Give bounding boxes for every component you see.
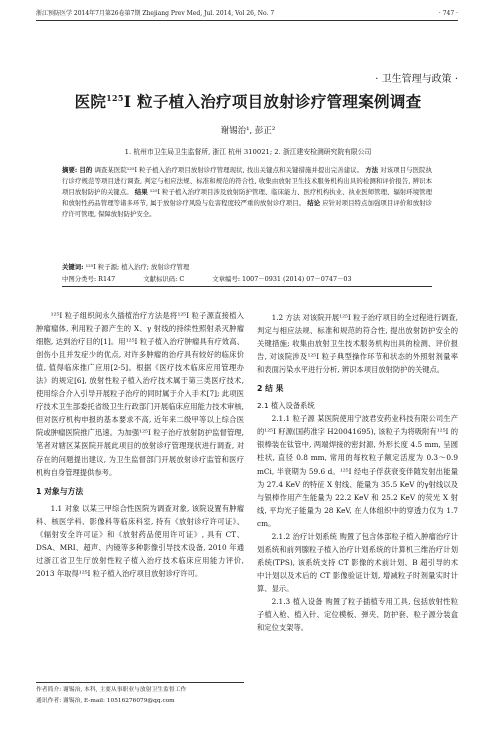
keywords xyxy=(62,262,432,273)
intro-paragraph: ¹²⁵I 粒子组织间永久插植治疗方法是将¹²⁵I 粒子源直接植入肿瘤瘤体, 利用粒子源产生的 X、γ 射线的持续性照射杀灭肿瘤细胞, 达到治疗目的[1]。用¹²⁵I 粒子植入治疗肿瘤具有疗效高、创伤小且并发症少的优点, 对许多肿瘤的治疗具有较好的临床价值, 值得临床推广应用[2-5]。根据《医疗技术临床应用管理办法》的规定[6], 放射性粒子植入治疗技术属于第三类医疗技术, 使用综合介入引导开展粒子治疗的同时属于介入手术[7]; 此项医疗技术卫生部委托省级卫生行政部门开展临床应用能力技术审核, 但对医疗机构申报的基本要求不高, 近年来二级甲等以上综合医院或肿瘤医院推广迅速。为加强¹²⁵I 粒子治疗放射防护监督管理, 笔者对辖区某医院开展此项目的放射诊疗管理现状进行调查, 对存在的问题提出建议, 为卫生监督部门开展放射诊疗监管和医疗机构自身管理提供参考。 xyxy=(36,311,244,477)
subsection-2-1-2: 2.1.2 治疗计划系统 购置了包含体部粒子植入肿瘤治疗计划系统和前列腺粒子植入治疗计划系统的计算机三维治疗计划系统(TPS), 该系统支持 CT 影像的术前计划、B 超引导的术中计划以及术后的 CT 影像验证计划, 增减粒子时剂量实时计算、显示。 xyxy=(257,531,458,593)
document-code: 文献标识码: C xyxy=(143,275,185,283)
method-text: 对该项目与医院执行诊疗规范等项目进行调查, 判定与相应法规、标准和规范的符合性, 收集由放射卫生技术服务机构出具的检测和评价报告, 辨识本项目放射防护的关键点。 xyxy=(62,166,432,196)
right-column xyxy=(257,311,458,634)
running-header xyxy=(36,8,458,21)
affiliations: 1. 杭州市卫生局卫生监督所, 浙江 杭州 310021; 2. 浙江建安检测研究院有限公司 xyxy=(124,148,372,156)
keywords-text: ¹²⁵I 粒子源; 植入治疗; 放射诊疗管理 xyxy=(85,263,190,271)
objective-text: 调查某医院¹²⁵I 粒子植入治疗项目放射诊疗管理现状, 找出关键点和关键措施并提出完善建议。 xyxy=(94,166,364,174)
subsection-2-1-1: 2.1.1 粒子源 某医院使用宁波君安药业科技有限公司生产的¹²⁵I 籽源(国药准字 H20041695), 该粒子为将吸附有¹²⁵I 的银棒装在钛管中, 两端焊接的密封源, 外形长度 4.5 mm, 呈圆柱状, 直径 0.8 mm, 常用的每枚粒子额定活度为 0.3～0.9 mCi, 半衰期为 59.6 d。¹²⁵I 经电子俘获衰变伴随发射出能量为 27.4 KeV 的特征 X 射线、能量为 35.5 KeV 的γ射线以及与银棒作用产生能量为 22.2 KeV 和 25.2 KeV 的荧光 X 射线, 平均光子能量为 28 KeV, 在人体组织中的穿透力仅为 1.7 cm。 xyxy=(257,414,458,528)
result-text: ¹²⁵I 粒子植入治疗项目涉及放射防护管理、临床能力、医疗机构执业、执业医师管理、辐射环境管理和放射性药品管理等诸多环节, 属于放射诊疗风险与危害程度较严重的放射诊疗项目。 xyxy=(62,188,432,207)
corresponding-author: 通讯作者: 谢锡治, E-mail: 10516276079@qq.com xyxy=(36,698,175,704)
abstract xyxy=(62,165,432,220)
article-title: 医院$^{125}$I 粒子植入治疗项目放射诊疗管理案例调查 xyxy=(74,92,422,111)
left-column xyxy=(36,309,244,580)
heading-2-1: 2.1 植入设备系统 xyxy=(257,401,315,411)
page-number: · 747 · xyxy=(438,10,458,17)
subsection-1-2: 1.2 方法 对该院开展¹²⁵I 粒子治疗项目的全过程进行调查, 判定与相应法规、标准和规范的符合性, 提出放射防护安全的关键措施; 收集由放射卫生技术服务机构出具的检测、评价报告, 对该院涉及¹²⁵I 粒子典型操作环节和状态的外照射剂量率和表面污染水平进行分析, 辨识本项目放射防护的关键点。 xyxy=(257,313,458,375)
clc-number: 中图分类号: R147 xyxy=(62,275,116,283)
keywords-label: 关键词: xyxy=(62,263,84,271)
title-isotope-sup: 125 xyxy=(106,92,124,103)
article-number: 文章编号: 1007－0931 (2014) 07－0747－03 xyxy=(212,275,352,283)
conclusion-text: 应针对项目特点加强项目评价和放射诊疗许可管理, 保障放射防护安全。 xyxy=(62,199,433,218)
author-intro: 作者简介: 谢锡治, 本科, 主要从事职业与放射卫生监督工作 xyxy=(36,687,187,693)
heading-results: 2 结 果 xyxy=(257,384,284,394)
subsection-1-1: 1.1 对象 以某三甲综合性医院为调查对象, 该院设置有肿瘤科、核医学科、影像科等临床科室, 持有《放射诊疗许可证》、《辐射安全许可证》和《放射药品使用许可证》, 具有 CT、DSA、MRI、超声、内镜等多种影像引导技术设备, 2010 年通过浙江省卫生厅放射性粒子植入治疗技术临床应用能力评价, 2013 年取得¹²⁵I 粒子植入治疗项目放射诊疗许可。 xyxy=(36,503,244,578)
journal-citation: 浙江预防医学 2014年7月第26卷第7期 Zhejiang Prev Med, Jul. 2014, Vol 26, No. 7 xyxy=(36,10,275,17)
heading-objects-methods: 1 对象与方法 xyxy=(36,486,84,496)
authors: 谢锡治¹, 彭正² xyxy=(220,126,276,136)
subsection-2-1-3: 2.1.3 植入设备 购置了粒子插植专用工具, 包括放射性粒子植入枪、植入针、定位模板、弹夹、防护套、粒子源分装盒和定位支架等。 xyxy=(257,596,459,633)
result-label: 结果 xyxy=(134,188,148,196)
method-label: 方法 xyxy=(365,166,379,174)
abstract-label: 摘要: xyxy=(62,166,78,174)
footnote xyxy=(36,682,244,707)
objective-label: 目的 xyxy=(79,166,93,174)
classification-line xyxy=(62,274,432,287)
section-label: · 卫生管理与政策 · xyxy=(375,74,458,85)
conclusion-label: 结论 xyxy=(307,199,321,207)
